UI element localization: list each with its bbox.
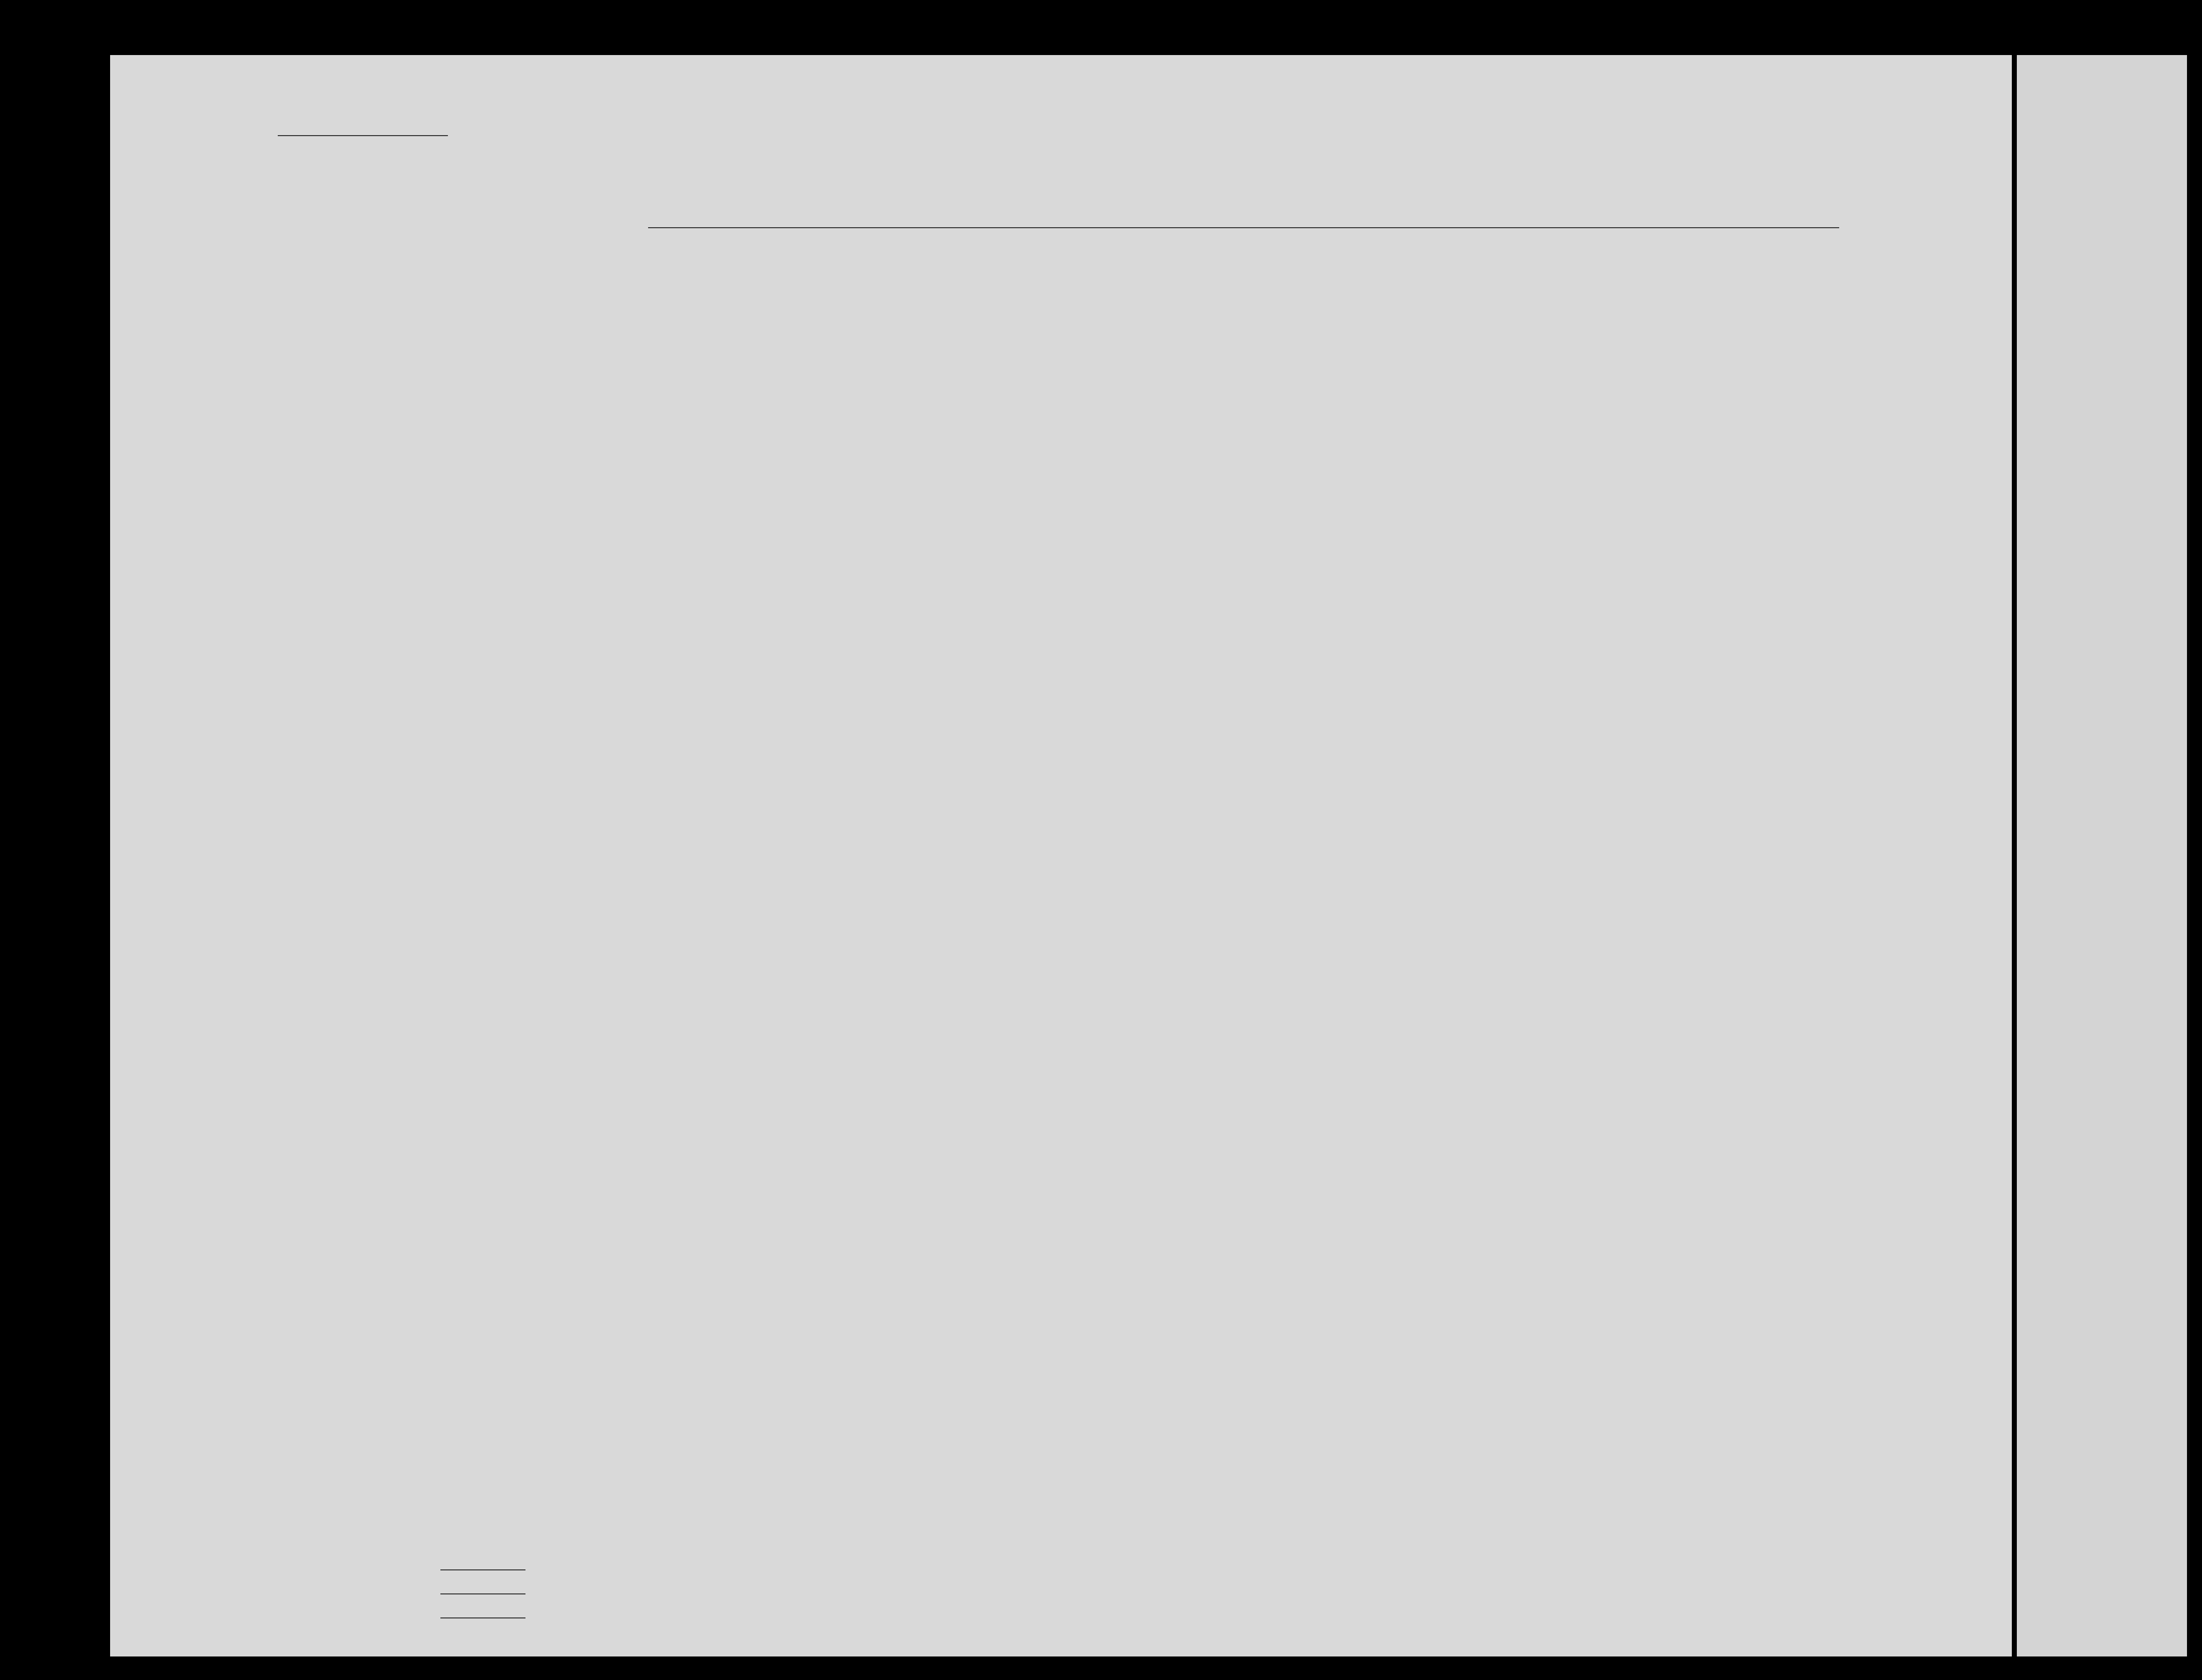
manifest-sheet-right-page [2017,55,2187,1656]
manifest-sheet [110,55,2012,1656]
